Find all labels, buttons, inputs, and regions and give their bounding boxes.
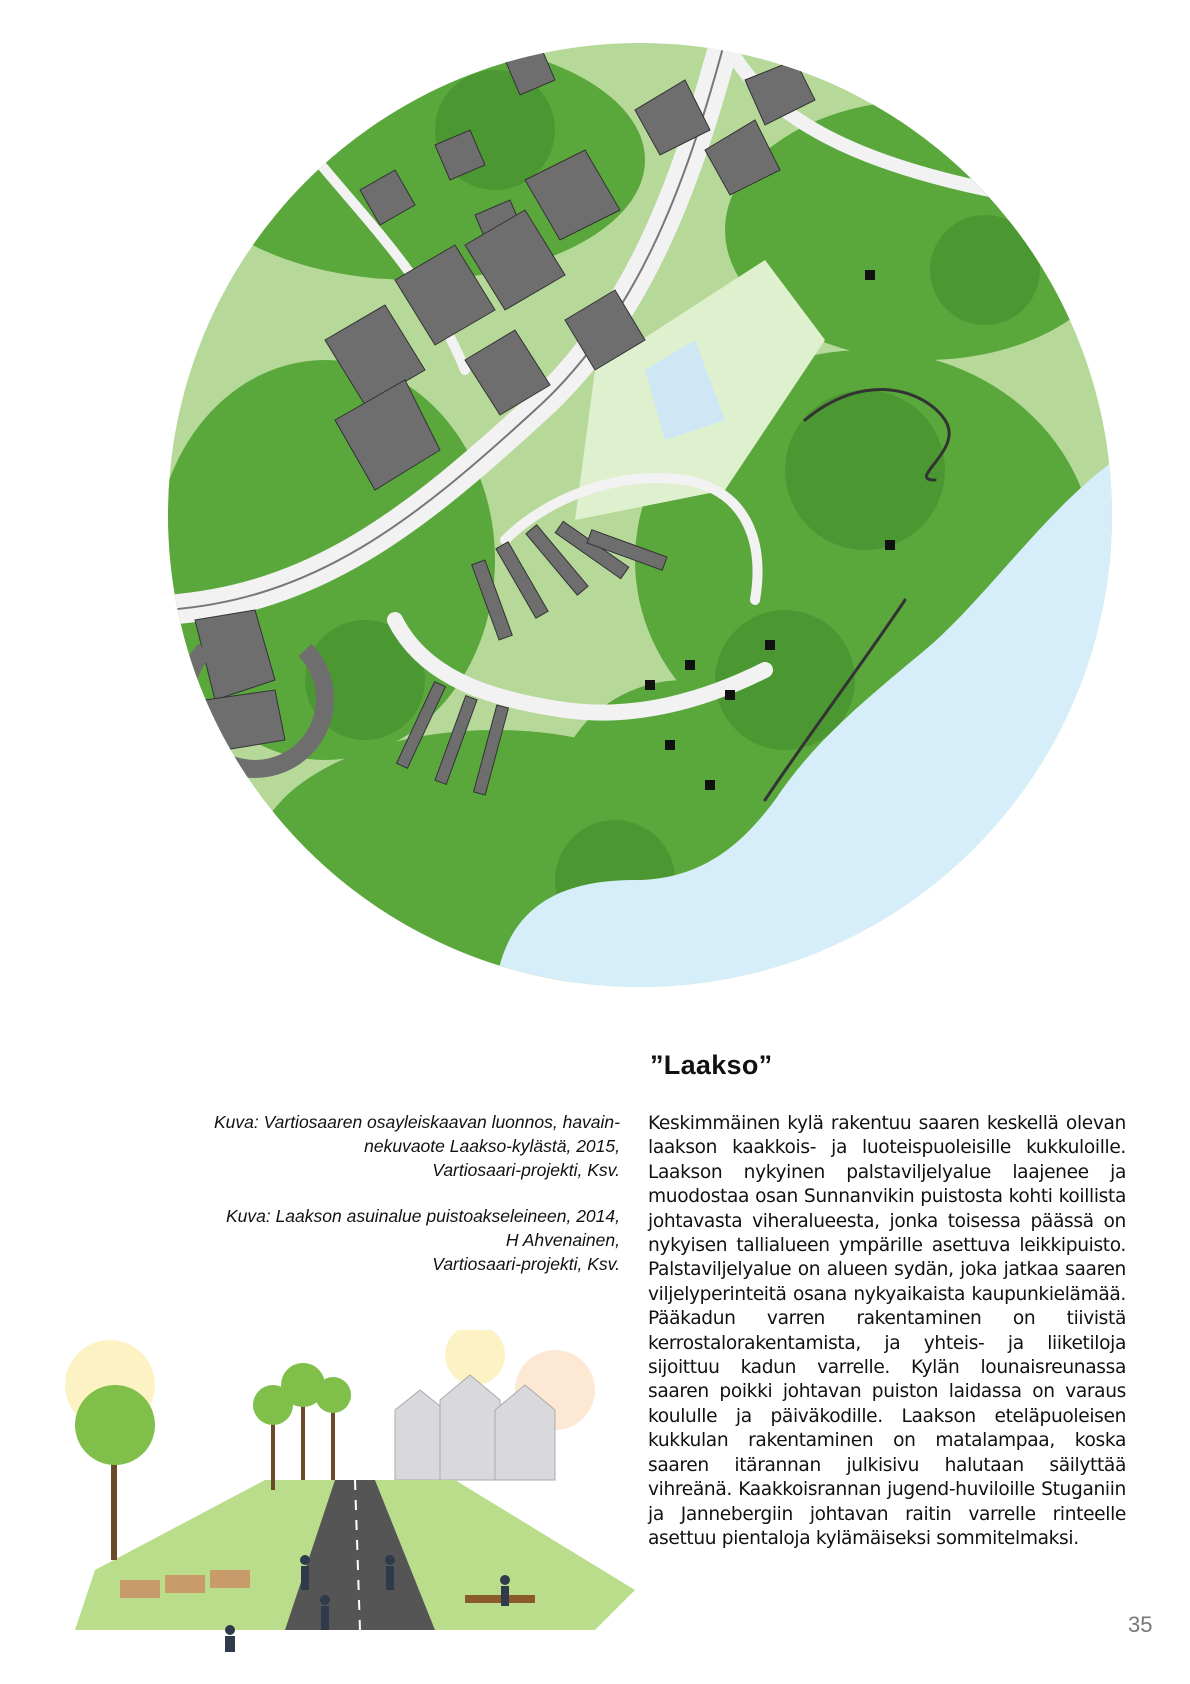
bench — [465, 1595, 535, 1603]
caption-line: Kuva: Laakson asuinalue puistoakseleineen, 2014, — [225, 1206, 620, 1226]
sun-glow — [445, 1330, 505, 1385]
body-paragraph: Keskimmäinen kylä rakentuu saaren keskellä olevan laakson kaakkois- ja luoteispuoleisille kukkuloille. Laakson nykyinen palstaviljelyalue laajenee ja muodostaa osan Sunnanvikin puistosta kohti koillista johtavasta viheralueesta, jonka toisessa päässä on nykyisen tallialueen ympärille asettuva leikkipuisto. Palstaviljelyalue on alueen sydän, joka jatkaa saaren viljelyperinteitä osana nykyaikaista kaupunkielämää. Pääkadun varren rakentaminen on tiivistä kerrostalorakentamista, ja yhteis- ja liiketiloja sijoittuu kadun varrelle. Kylän lounaisreunassa saaren poikki johtavan puiston laidassa on varaus koululle ja päiväkodille. Laakson eteläpuoleisen kukkulan rakentaminen on matalampaa, koska saaren itärannan julkisivu halutaan säilyttää vihreänä. Kaakkoisrannan jugend-huviloille Stuganiin ja Jannebergiin johtavan raitin varrelle rinteelle asettuu pientaloja kylämäiseksi sommitelmaksi. — [648, 1113, 1126, 1549]
caption-line: H Ahvenainen, — [505, 1230, 620, 1250]
section-title: ”Laakso” — [650, 1050, 773, 1080]
caption-line: nekuvaote Laakso-kylästä, 2015, — [364, 1136, 620, 1156]
caption-line: Vartiosaari-projekti, Ksv. — [432, 1160, 620, 1180]
caption-map — [120, 1110, 620, 1182]
caption-line: Kuva: Vartiosaaren osayleiskaavan luonnos, havain- — [214, 1112, 620, 1132]
caption-line: Vartiosaari-projekti, Ksv. — [432, 1254, 620, 1274]
page-number: 35 — [1128, 1612, 1153, 1637]
caption-illustration — [120, 1204, 620, 1276]
townhouses — [395, 1375, 555, 1480]
street-illustration — [35, 1330, 635, 1660]
plan-map — [165, 40, 1115, 990]
